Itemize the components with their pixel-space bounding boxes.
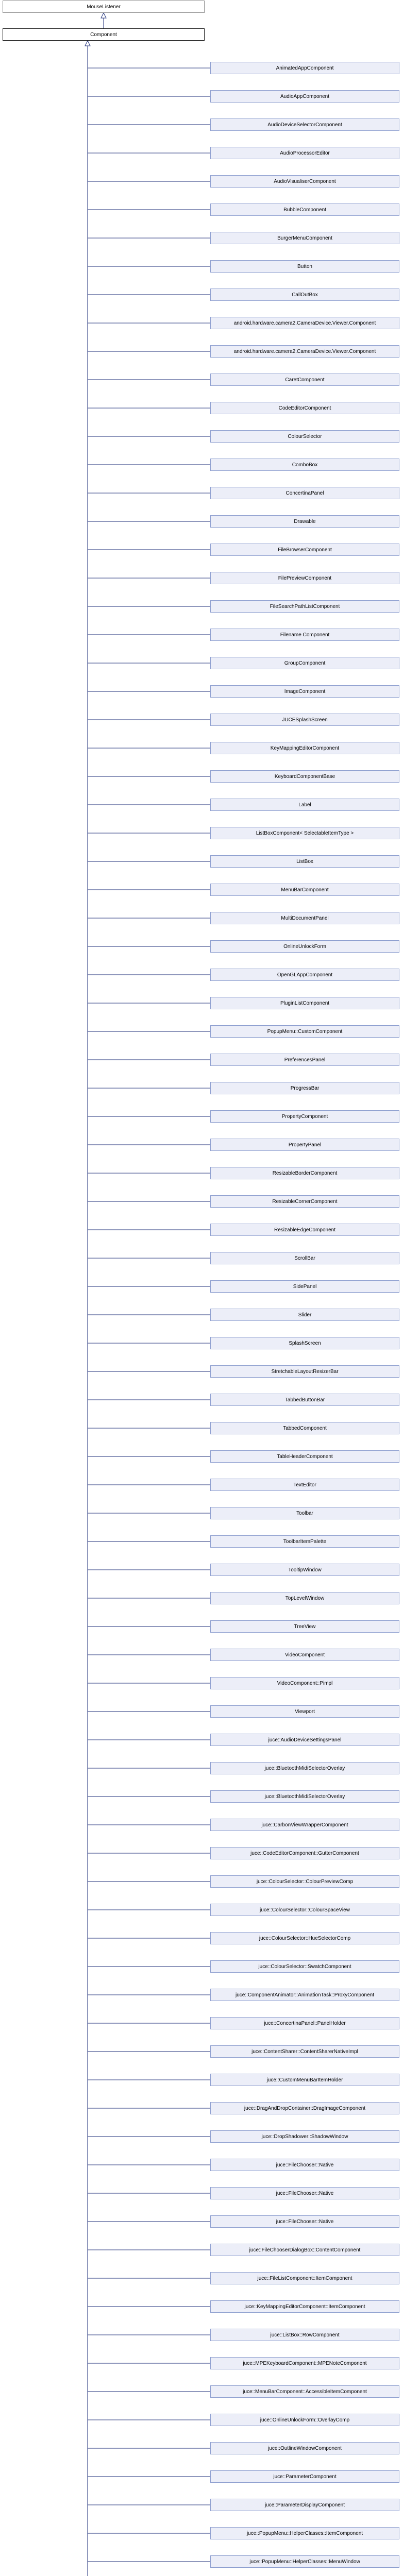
- derived-class-node[interactable]: CallOutBox: [210, 289, 399, 301]
- derived-class-node[interactable]: juce::CarbonViewWrapperComponent: [210, 1819, 399, 1831]
- inheritance-arrowhead-icon: [85, 41, 90, 46]
- derived-class-node[interactable]: StretchableLayoutResizerBar: [210, 1365, 399, 1378]
- derived-class-node[interactable]: PopupMenu::CustomComponent: [210, 1025, 399, 1038]
- derived-class-node[interactable]: FileSearchPathListComponent: [210, 600, 399, 613]
- derived-class-node[interactable]: ListBoxComponent< SelectableItemType >: [210, 827, 399, 839]
- derived-class-node[interactable]: juce::AudioDeviceSettingsPanel: [210, 1734, 399, 1746]
- derived-class-node[interactable]: juce::PopupMenu::HelperClasses::MenuWindow: [210, 2555, 399, 2568]
- derived-class-node[interactable]: GroupComponent: [210, 657, 399, 669]
- derived-class-node[interactable]: AudioVisualiserComponent: [210, 175, 399, 188]
- derived-class-node[interactable]: Button: [210, 260, 399, 273]
- derived-class-node[interactable]: juce::MPEKeyboardComponent::MPENoteComponent: [210, 2357, 399, 2369]
- derived-class-node[interactable]: AudioProcessorEditor: [210, 147, 399, 159]
- derived-class-node[interactable]: OnlineUnlockForm: [210, 940, 399, 953]
- derived-class-node[interactable]: ListBox: [210, 855, 399, 868]
- derived-class-node[interactable]: ColourSelector: [210, 430, 399, 443]
- derived-class-node[interactable]: Drawable: [210, 515, 399, 528]
- derived-class-node[interactable]: MultiDocumentPanel: [210, 912, 399, 924]
- derived-class-node[interactable]: android.hardware.camera2.CameraDevice.Viewer.Component: [210, 345, 399, 358]
- derived-class-node[interactable]: juce::ConcertinaPanel::PanelHolder: [210, 2017, 399, 2029]
- derived-class-node[interactable]: juce::ParameterComponent: [210, 2470, 399, 2483]
- derived-class-node[interactable]: ToolbarItemPalette: [210, 1535, 399, 1548]
- derived-class-node[interactable]: Slider: [210, 1309, 399, 1321]
- derived-class-node[interactable]: juce::ColourSelector::SwatchComponent: [210, 1960, 399, 1973]
- derived-class-node[interactable]: TopLevelWindow: [210, 1592, 399, 1604]
- derived-class-node[interactable]: TableHeaderComponent: [210, 1450, 399, 1463]
- derived-class-node[interactable]: TabbedComponent: [210, 1422, 399, 1434]
- derived-class-node[interactable]: juce::FileChooserDialogBox::ContentComponent: [210, 2244, 399, 2256]
- derived-class-node[interactable]: juce::FileChooser::Native: [210, 2159, 399, 2171]
- derived-class-node[interactable]: juce::PopupMenu::HelperClasses::ItemComponent: [210, 2527, 399, 2539]
- derived-class-node[interactable]: juce::ContentSharer::ContentSharerNativeImpl: [210, 2045, 399, 2058]
- derived-class-node[interactable]: TooltipWindow: [210, 1564, 399, 1576]
- derived-class-node[interactable]: ProgressBar: [210, 1082, 399, 1094]
- derived-class-node[interactable]: MenuBarComponent: [210, 884, 399, 896]
- derived-class-node[interactable]: KeyboardComponentBase: [210, 770, 399, 783]
- derived-class-node[interactable]: FileBrowserComponent: [210, 544, 399, 556]
- derived-class-node[interactable]: juce::FileChooser::Native: [210, 2215, 399, 2228]
- derived-class-node[interactable]: juce::FileChooser::Native: [210, 2187, 399, 2199]
- derived-class-node[interactable]: PropertyComponent: [210, 1110, 399, 1123]
- derived-class-node[interactable]: PreferencesPanel: [210, 1054, 399, 1066]
- derived-class-node[interactable]: ResizableCornerComponent: [210, 1195, 399, 1208]
- derived-class-node[interactable]: juce::BluetoothMidiSelectorOverlay: [210, 1790, 399, 1803]
- derived-class-node[interactable]: AudioAppComponent: [210, 90, 399, 103]
- derived-class-node[interactable]: SidePanel: [210, 1280, 399, 1293]
- derived-class-node[interactable]: KeyMappingEditorComponent: [210, 742, 399, 754]
- derived-class-node[interactable]: ResizableBorderComponent: [210, 1167, 399, 1179]
- derived-class-node[interactable]: juce::MenuBarComponent::AccessibleItemComponent: [210, 2385, 399, 2398]
- derived-class-node[interactable]: CodeEditorComponent: [210, 402, 399, 414]
- derived-class-node[interactable]: juce::ColourSelector::ColourSpaceView: [210, 1904, 399, 1916]
- derived-class-node[interactable]: JUCESplashScreen: [210, 714, 399, 726]
- derived-class-node[interactable]: BurgerMenuComponent: [210, 232, 399, 244]
- derived-class-node[interactable]: VideoComponent: [210, 1649, 399, 1661]
- derived-class-node[interactable]: Filename Component: [210, 629, 399, 641]
- mouse-listener-node[interactable]: MouseListener: [3, 1, 205, 13]
- derived-class-node[interactable]: Toolbar: [210, 1507, 399, 1519]
- derived-class-node[interactable]: FilePreviewComponent: [210, 572, 399, 584]
- derived-class-node[interactable]: ImageComponent: [210, 685, 399, 698]
- inheritance-edges: [85, 13, 210, 2576]
- derived-class-node[interactable]: AnimatedAppComponent: [210, 62, 399, 74]
- derived-class-node[interactable]: VideoComponent::Pimpl: [210, 1677, 399, 1689]
- derived-class-node[interactable]: android.hardware.camera2.CameraDevice.Viewer.Component: [210, 317, 399, 329]
- derived-class-node[interactable]: ResizableEdgeComponent: [210, 1224, 399, 1236]
- derived-class-node[interactable]: Viewport: [210, 1705, 399, 1718]
- inheritance-arrowhead-icon: [101, 13, 106, 18]
- derived-class-node[interactable]: PropertyPanel: [210, 1139, 399, 1151]
- derived-class-node[interactable]: juce::OnlineUnlockForm::OverlayComp: [210, 2414, 399, 2426]
- derived-class-node[interactable]: PluginListComponent: [210, 997, 399, 1009]
- derived-class-node[interactable]: ScrollBar: [210, 1252, 399, 1264]
- derived-class-node[interactable]: juce::ColourSelector::HueSelectorComp: [210, 1932, 399, 1944]
- derived-class-node[interactable]: CaretComponent: [210, 374, 399, 386]
- derived-class-node[interactable]: juce::OutlineWindowComponent: [210, 2442, 399, 2454]
- derived-class-node[interactable]: juce::FileListComponent::ItemComponent: [210, 2272, 399, 2284]
- derived-class-node[interactable]: juce::CodeEditorComponent::GutterComponent: [210, 1847, 399, 1859]
- derived-class-node[interactable]: juce::CustomMenuBarItemHolder: [210, 2074, 399, 2086]
- derived-class-node[interactable]: juce::ComponentAnimator::AnimationTask::ProxyComponent: [210, 1989, 399, 2001]
- derived-class-node[interactable]: ComboBox: [210, 459, 399, 471]
- derived-class-node[interactable]: BubbleComponent: [210, 204, 399, 216]
- derived-class-node[interactable]: SplashScreen: [210, 1337, 399, 1349]
- derived-class-node[interactable]: juce::BluetoothMidiSelectorOverlay: [210, 1762, 399, 1774]
- derived-class-node[interactable]: TreeView: [210, 1620, 399, 1633]
- derived-class-node[interactable]: OpenGLAppComponent: [210, 969, 399, 981]
- derived-class-node[interactable]: juce::ColourSelector::ColourPreviewComp: [210, 1875, 399, 1888]
- derived-class-node[interactable]: juce::ListBox::RowComponent: [210, 2329, 399, 2341]
- derived-class-node[interactable]: juce::KeyMappingEditorComponent::ItemComponent: [210, 2300, 399, 2313]
- derived-class-node[interactable]: AudioDeviceSelectorComponent: [210, 118, 399, 131]
- derived-class-node[interactable]: Label: [210, 799, 399, 811]
- derived-class-node[interactable]: TabbedButtonBar: [210, 1394, 399, 1406]
- derived-class-node[interactable]: juce::DragAndDropContainer::DragImageComponent: [210, 2102, 399, 2114]
- component-node[interactable]: Component: [3, 28, 205, 41]
- derived-class-node[interactable]: TextEditor: [210, 1479, 399, 1491]
- derived-class-node[interactable]: juce::ParameterDisplayComponent: [210, 2499, 399, 2511]
- derived-class-node[interactable]: ConcertinaPanel: [210, 487, 399, 499]
- derived-class-node[interactable]: juce::DropShadower::ShadowWindow: [210, 2130, 399, 2143]
